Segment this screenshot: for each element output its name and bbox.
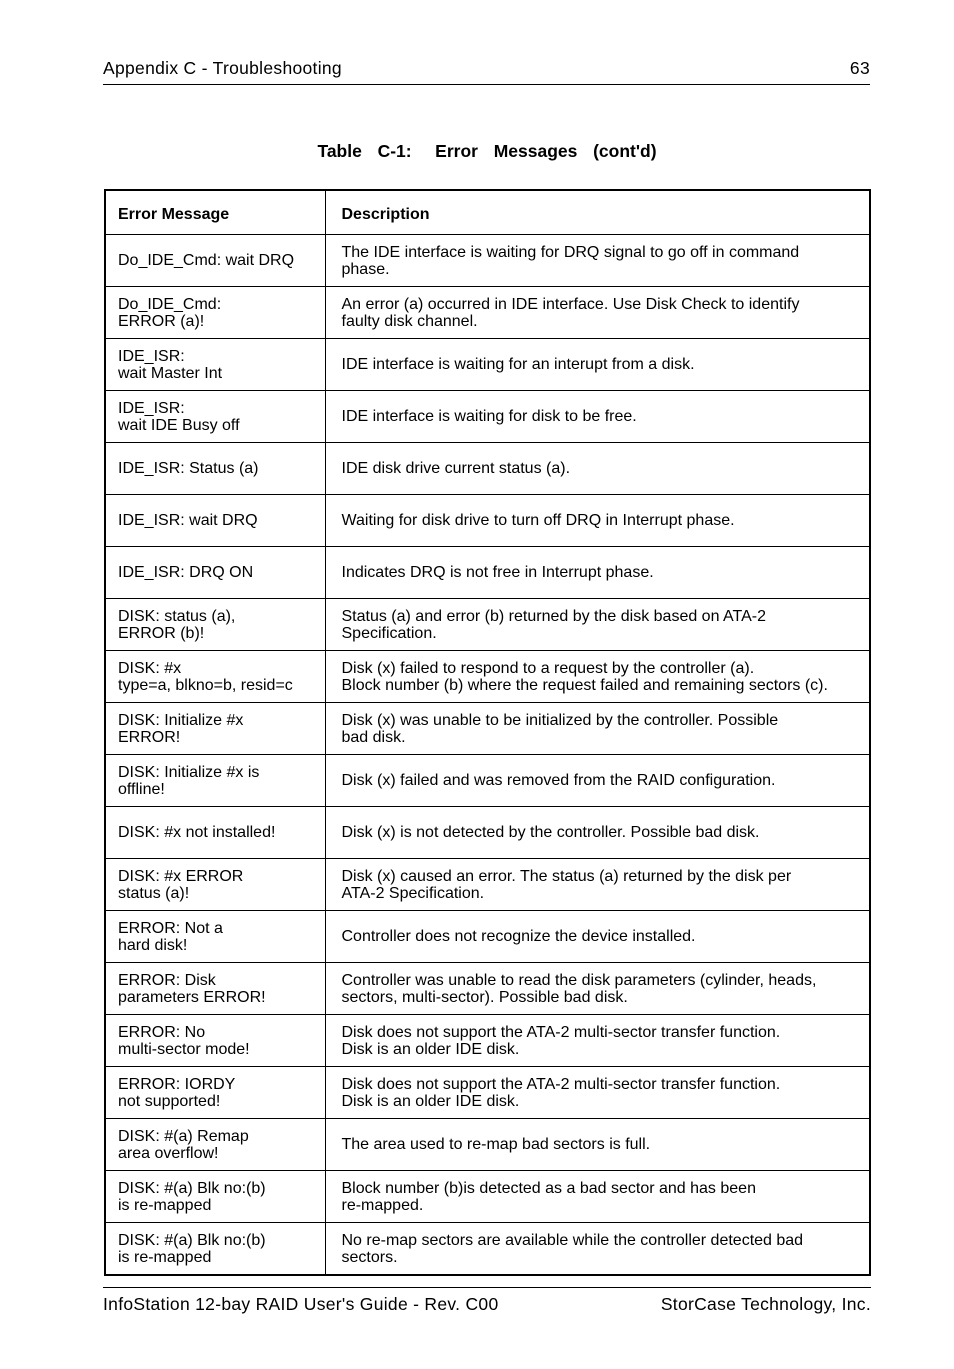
description-cell: Disk (x) was unable to be initialized by the controller. Possible bad disk.: [325, 703, 870, 755]
description-cell: No re-map sectors are available while the controller detected bad sectors.: [325, 1223, 870, 1276]
column-header-error-message: Error Message: [105, 190, 325, 235]
table-header-row: [105, 190, 870, 235]
table-row: [105, 339, 870, 391]
error-messages-table: [104, 189, 871, 1276]
column-header-description: Description: [325, 190, 870, 235]
table-caption: Table C-1: Error Messages (cont'd): [317, 141, 657, 161]
page-footer: [103, 1287, 871, 1314]
table-row: [105, 703, 870, 755]
error-message-cell: ERROR: Disk parameters ERROR!: [105, 963, 325, 1015]
table-row: [105, 963, 870, 1015]
table-row: [105, 235, 870, 287]
error-message-cell: IDE_ISR: DRQ ON: [105, 547, 325, 599]
error-message-cell: DISK: Initialize #x ERROR!: [105, 703, 325, 755]
table-row: [105, 1223, 870, 1276]
table-row: [105, 391, 870, 443]
description-cell: IDE interface is waiting for an interupt from a disk.: [325, 339, 870, 391]
error-message-cell: DISK: #(a) Blk no:(b) is re-mapped: [105, 1171, 325, 1223]
table-row: [105, 651, 870, 703]
description-cell: Disk (x) failed and was removed from the RAID configuration.: [325, 755, 870, 807]
description-cell: Status (a) and error (b) returned by the disk based on ATA-2 Specification.: [325, 599, 870, 651]
table-row: [105, 755, 870, 807]
description-cell: An error (a) occurred in IDE interface. Use Disk Check to identify faulty disk channel.: [325, 287, 870, 339]
error-message-cell: ERROR: IORDY not supported!: [105, 1067, 325, 1119]
description-cell: Disk (x) is not detected by the controller. Possible bad disk.: [325, 807, 870, 859]
table-row: [105, 911, 870, 963]
error-message-cell: ERROR: No multi-sector mode!: [105, 1015, 325, 1067]
table-row: [105, 807, 870, 859]
description-cell: Block number (b)is detected as a bad sector and has been re-mapped.: [325, 1171, 870, 1223]
table-row: [105, 1067, 870, 1119]
table-row: [105, 443, 870, 495]
error-message-cell: IDE_ISR: Status (a): [105, 443, 325, 495]
table-row: [105, 1015, 870, 1067]
page-number: 63: [849, 58, 870, 78]
section-title: Appendix C - Troubleshooting: [103, 58, 342, 78]
description-cell: The IDE interface is waiting for DRQ signal to go off in command phase.: [325, 235, 870, 287]
error-message-cell: DISK: Initialize #x is offline!: [105, 755, 325, 807]
error-message-cell: DISK: #(a) Blk no:(b) is re-mapped: [105, 1223, 325, 1276]
error-message-cell: DISK: #x ERROR status (a)!: [105, 859, 325, 911]
error-message-cell: DISK: status (a), ERROR (b)!: [105, 599, 325, 651]
error-message-cell: Do_IDE_Cmd: ERROR (a)!: [105, 287, 325, 339]
error-message-cell: IDE_ISR: wait Master Int: [105, 339, 325, 391]
table-row: [105, 547, 870, 599]
document-title: InfoStation 12-bay RAID User's Guide - Rev. C00: [103, 1294, 499, 1314]
description-cell: Disk does not support the ATA-2 multi-sector transfer function. Disk is an older IDE disk.: [325, 1015, 870, 1067]
description-cell: IDE disk drive current status (a).: [325, 443, 870, 495]
page-header: [103, 58, 870, 85]
company-name: StorCase Technology, Inc.: [660, 1294, 871, 1314]
description-cell: IDE interface is waiting for disk to be free.: [325, 391, 870, 443]
error-message-cell: Do_IDE_Cmd: wait DRQ: [105, 235, 325, 287]
error-message-cell: DISK: #x not installed!: [105, 807, 325, 859]
description-cell: Indicates DRQ is not free in Interrupt phase.: [325, 547, 870, 599]
error-message-cell: IDE_ISR: wait DRQ: [105, 495, 325, 547]
error-message-cell: ERROR: Not a hard disk!: [105, 911, 325, 963]
description-cell: Controller was unable to read the disk parameters (cylinder, heads, sectors, multi-sector). Possible bad disk.: [325, 963, 870, 1015]
description-cell: Controller does not recognize the device installed.: [325, 911, 870, 963]
description-cell: Waiting for disk drive to turn off DRQ in Interrupt phase.: [325, 495, 870, 547]
table-body: [105, 235, 870, 1276]
description-cell: Disk does not support the ATA-2 multi-sector transfer function. Disk is an older IDE disk.: [325, 1067, 870, 1119]
error-message-cell: DISK: #(a) Remap area overflow!: [105, 1119, 325, 1171]
table-row: [105, 1119, 870, 1171]
description-cell: Disk (x) caused an error. The status (a) returned by the disk per ATA-2 Specification.: [325, 859, 870, 911]
description-cell: The area used to re-map bad sectors is full.: [325, 1119, 870, 1171]
table-row: [105, 287, 870, 339]
table-row: [105, 599, 870, 651]
error-message-cell: IDE_ISR: wait IDE Busy off: [105, 391, 325, 443]
table-row: [105, 859, 870, 911]
table-row: [105, 1171, 870, 1223]
error-message-cell: DISK: #x type=a, blkno=b, resid=c: [105, 651, 325, 703]
description-cell: Disk (x) failed to respond to a request by the controller (a). Block number (b) where the request failed and remaining sectors (c).: [325, 651, 870, 703]
table-row: [105, 495, 870, 547]
